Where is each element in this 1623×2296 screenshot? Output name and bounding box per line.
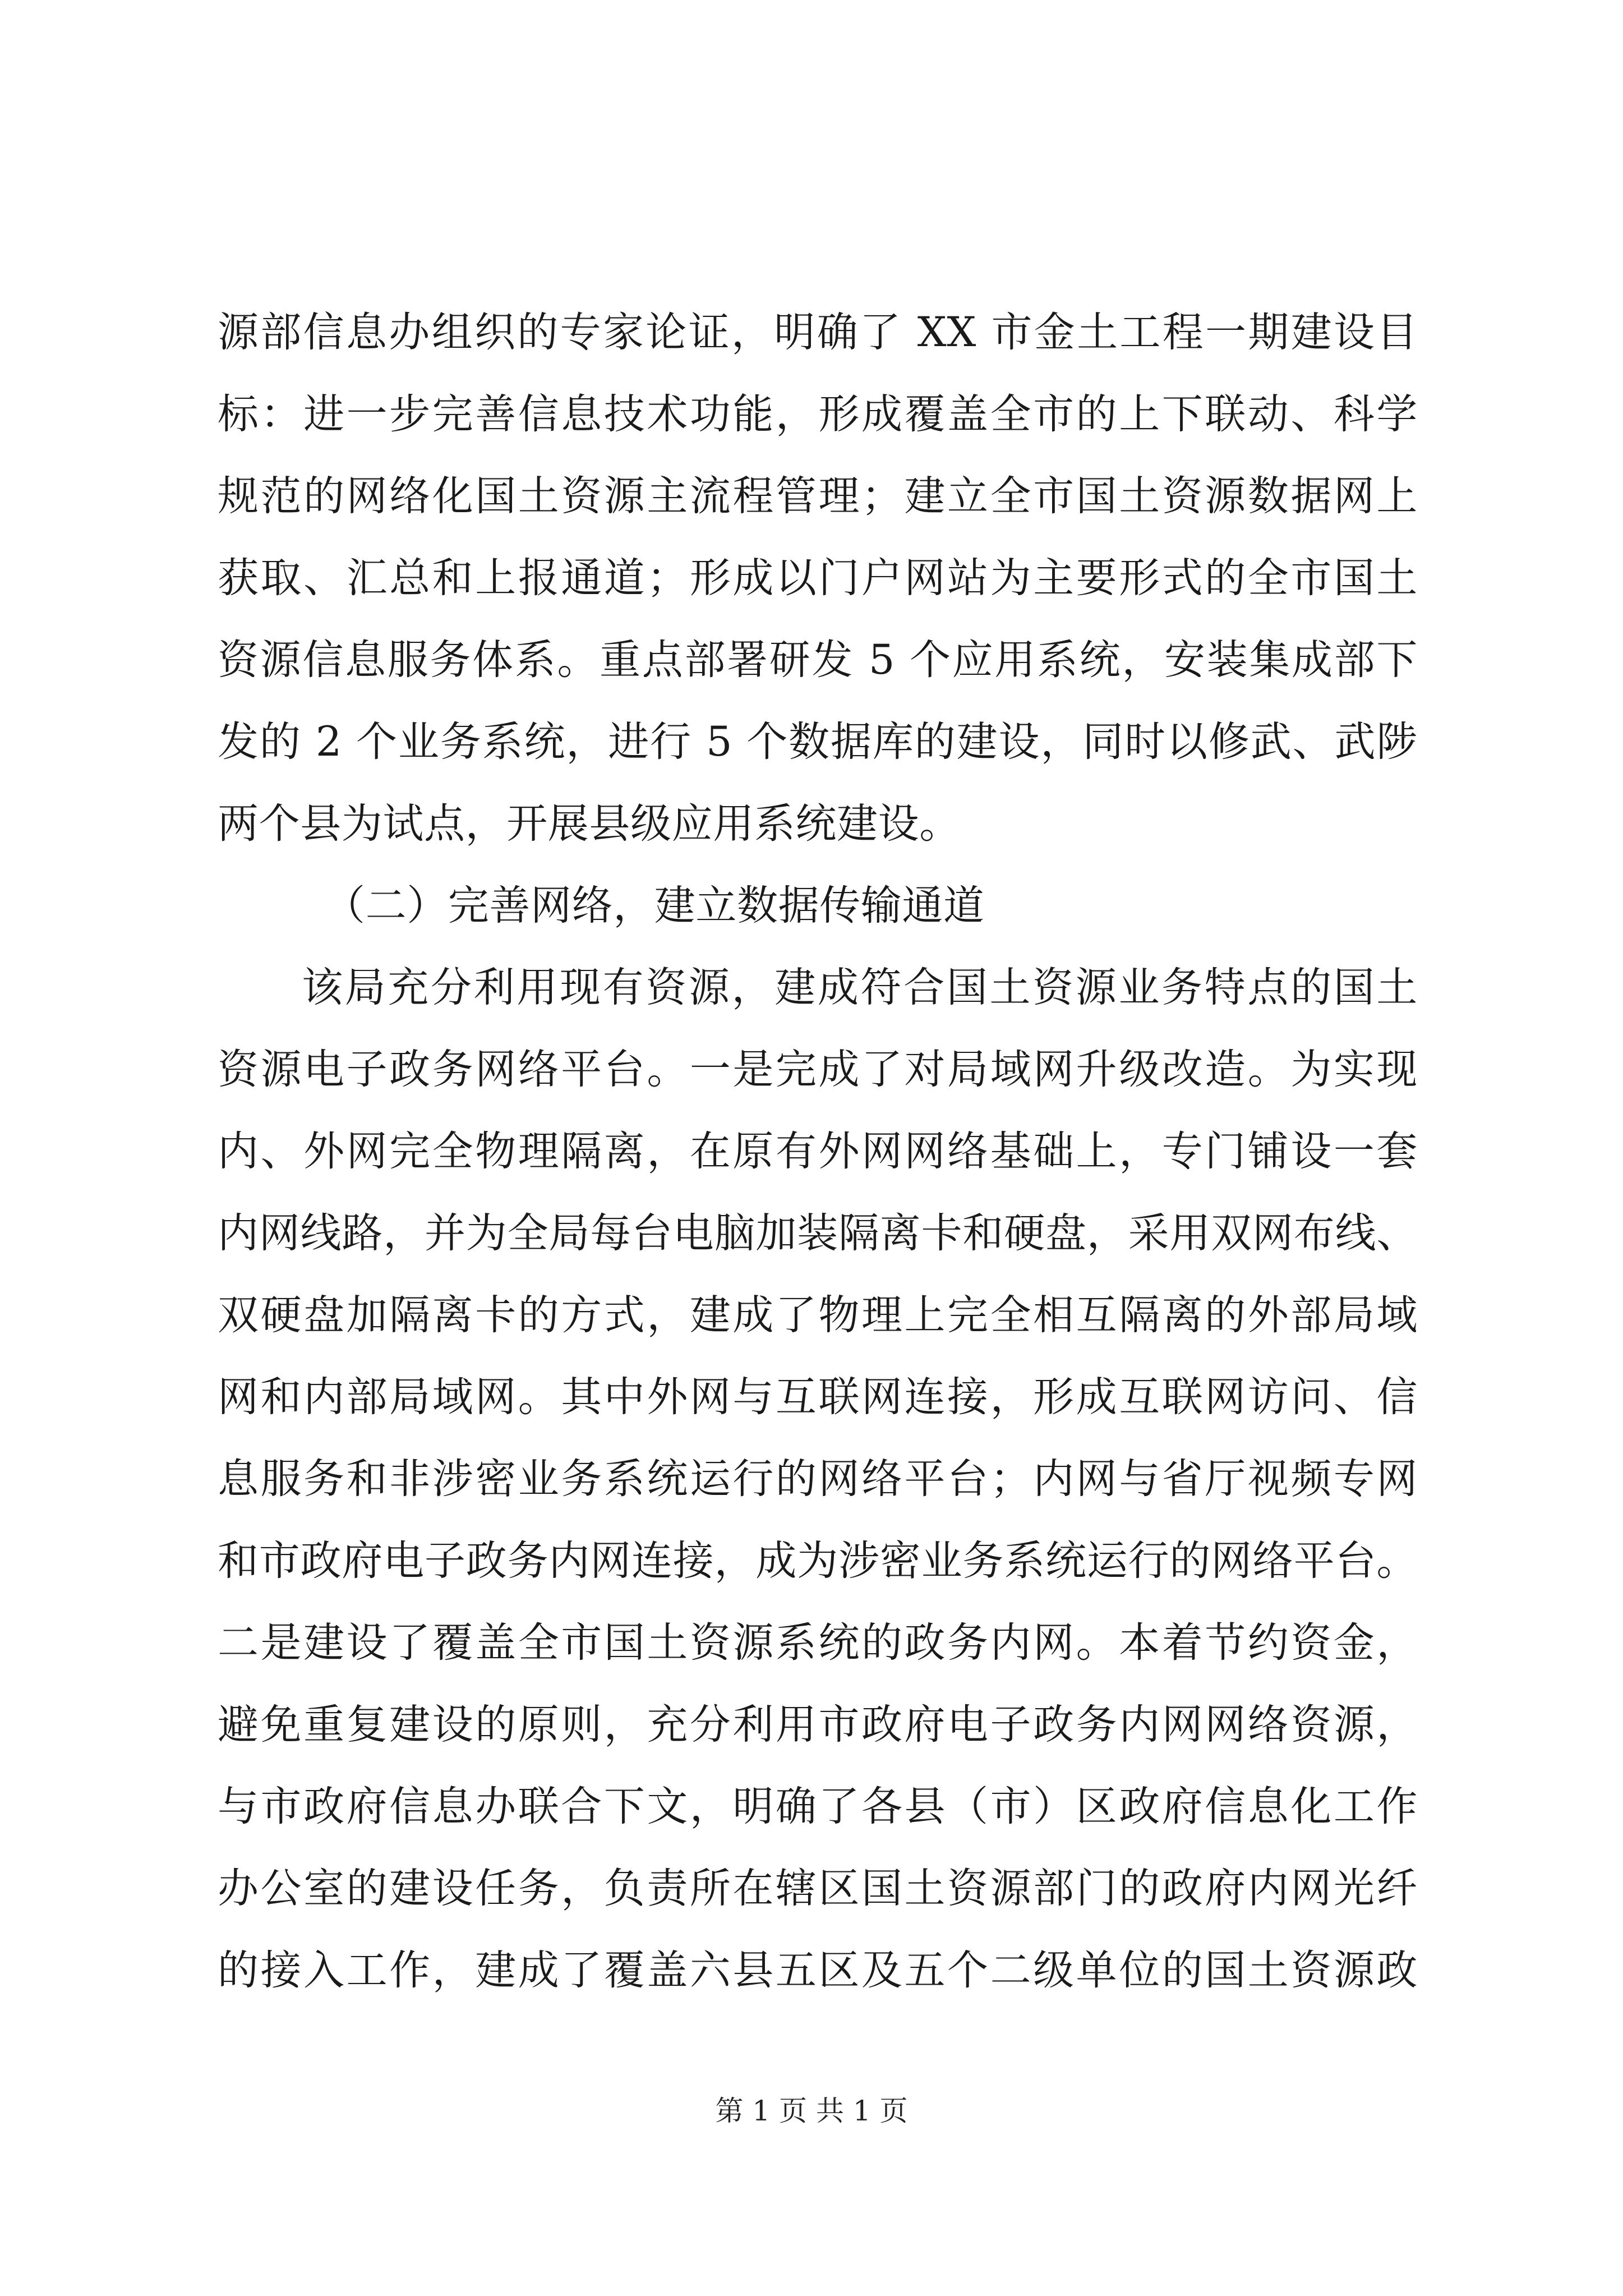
- text-line: 和市政府电子政务内网连接，成为涉密业务系统运行的网络平台。: [218, 1537, 1418, 1585]
- text-line: 二是建设了覆盖全市国土资源系统的政务内网。本着节约资金，: [218, 1619, 1418, 1667]
- text-line: 两个县为试点，开展县级应用系统建设。: [218, 800, 961, 848]
- text-line: 获取、汇总和上报通道；形成以门户网站为主要形式的全市国土: [218, 554, 1418, 602]
- document-body: [218, 292, 1418, 2012]
- text-line: 内网线路，并为全局每台电脑加装隔离卡和硬盘，采用双网布线、: [218, 1209, 1418, 1257]
- text-line: 双硬盘加隔离卡的方式，建成了物理上完全相互隔离的外部局域: [218, 1291, 1418, 1339]
- text-line: 资源电子政务网络平台。一是完成了对局域网升级改造。为实现: [218, 1046, 1418, 1093]
- section-heading: （二）完善网络，建立数据传输通道: [324, 882, 985, 930]
- text-line: 网和内部局域网。其中外网与互联网连接，形成互联网访问、信: [218, 1373, 1418, 1421]
- text-line: 规范的网络化国土资源主流程管理；建立全市国土资源数据网上: [218, 472, 1418, 520]
- text-line: 资源信息服务体系。重点部署研发 5 个应用系统，安装集成部下: [218, 636, 1418, 684]
- text-line: 与市政府信息办联合下文，明确了各县（市）区政府信息化工作: [218, 1783, 1418, 1830]
- text-line: 息服务和非涉密业务系统运行的网络平台；内网与省厅视频专网: [218, 1455, 1418, 1503]
- page-number: 第 1 页 共 1 页: [715, 2095, 908, 2127]
- text-line: 的接入工作，建成了覆盖六县五区及五个二级单位的国土资源政: [218, 1947, 1418, 1994]
- text-line: 避免重复建设的原则，充分利用市政府电子政务内网网络资源，: [218, 1701, 1418, 1749]
- text-line: 内、外网完全物理隔离，在原有外网网络基础上，专门铺设一套: [218, 1128, 1418, 1175]
- text-line: 办公室的建设任务，负责所在辖区国土资源部门的政府内网光纤: [218, 1865, 1418, 1912]
- text-line: 源部信息办组织的专家论证，明确了 XX 市金土工程一期建设目: [218, 309, 1418, 356]
- text-line: 发的 2 个业务系统，进行 5 个数据库的建设，同时以修武、武陟: [218, 718, 1418, 766]
- text-line: 标：进一步完善信息技术功能，形成覆盖全市的上下联动、科学: [218, 390, 1418, 438]
- text-line: 该局充分利用现有资源，建成符合国土资源业务特点的国土: [302, 964, 1418, 1011]
